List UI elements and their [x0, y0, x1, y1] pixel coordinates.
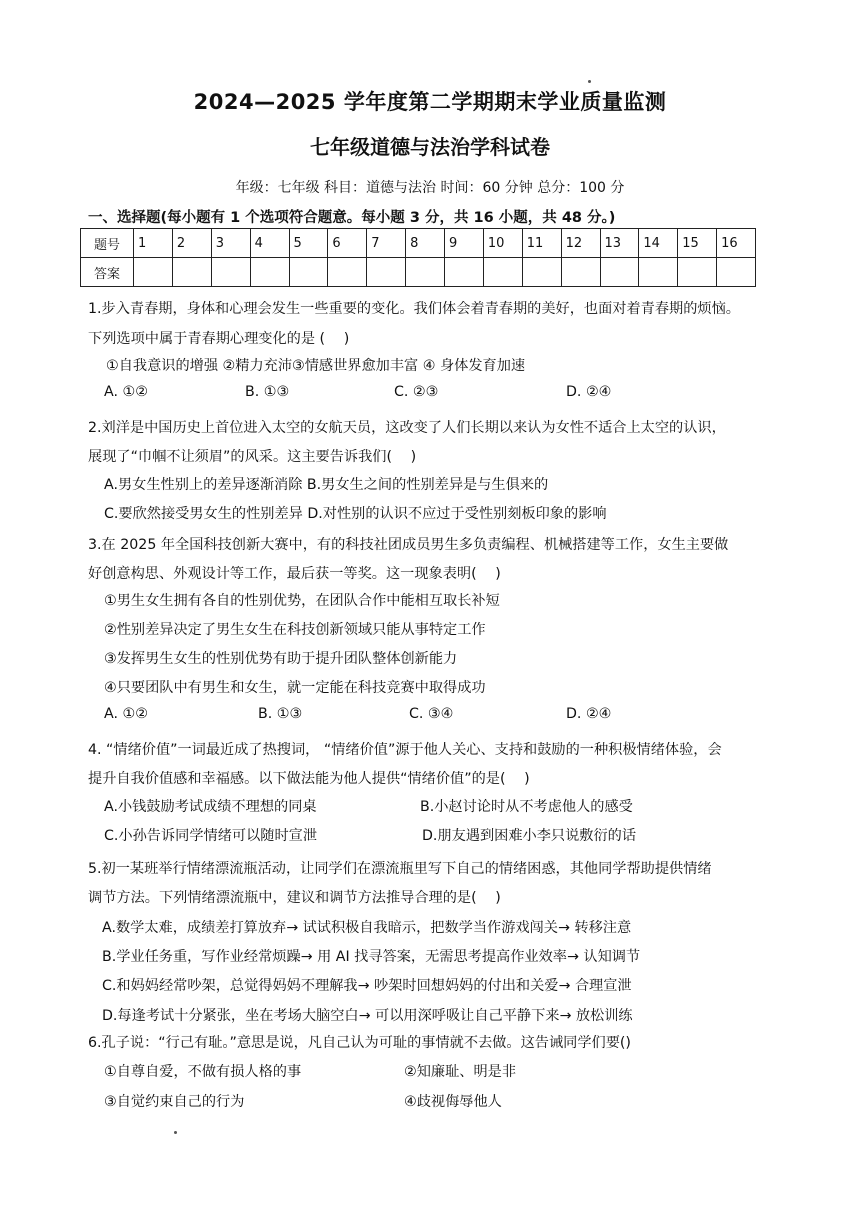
- q5-option-d[interactable]: D.每逢考试十分紧张，坐在考场大脑空白→ 可以用深呼吸让自己平静下来→ 放松训练: [102, 1008, 633, 1024]
- table-number-cell: 10: [483, 229, 522, 258]
- answer-cell[interactable]: [445, 258, 484, 287]
- answer-cell[interactable]: [172, 258, 211, 287]
- exam-meta: 年级：七年级 科目：道德与法治 时间：60 分钟 总分：100 分: [235, 180, 625, 196]
- q3-stem: 3.在 2025 年全国科技创新大赛中，有的科技社团成员男生多负责编程、机械搭建等工作，女生主要做: [88, 537, 729, 553]
- q6-stem: 6.孔子说：“行己有耻。”意思是说，凡自己认为可耻的事情就不去做。这告诫同学们要(): [88, 1035, 631, 1051]
- q3-option-a[interactable]: A. ①②: [104, 706, 148, 722]
- answer-cell[interactable]: [328, 258, 367, 287]
- q6-item-1: ①自尊自爱，不做有损人格的事: [104, 1064, 302, 1080]
- q1-option-d[interactable]: D. ②④: [566, 384, 612, 400]
- answer-cell[interactable]: [211, 258, 250, 287]
- table-number-cell: 7: [367, 229, 406, 258]
- answer-cell[interactable]: [406, 258, 445, 287]
- q6-item-3: ③自觉约束自己的行为: [104, 1094, 245, 1110]
- table-number-cell: 16: [717, 229, 756, 258]
- q2-stem: 2.刘洋是中国历史上首位进入太空的女航天员，这改变了人们长期以来认为女性不适合上太空的认识，: [88, 420, 726, 436]
- answer-cell[interactable]: [367, 258, 406, 287]
- answer-cell[interactable]: [522, 258, 561, 287]
- table-number-cell: 2: [172, 229, 211, 258]
- table-label-answer: 答案: [81, 258, 134, 287]
- q3-stem-cont: 好创意构思、外观设计等工作，最后获一等奖。这一现象表明( ): [88, 566, 501, 582]
- q2-stem-cont: 展现了“巾帼不让须眉”的风采。这主要告诉我们( ): [88, 449, 417, 465]
- q3-option-c[interactable]: C. ③④: [409, 706, 454, 722]
- q1-option-a[interactable]: A. ①②: [104, 384, 148, 400]
- table-number-cell: 12: [561, 229, 600, 258]
- scan-speck: [174, 1131, 177, 1134]
- q1-option-c[interactable]: C. ②③: [394, 384, 439, 400]
- q3-item-4: ④只要团队中有男生和女生，就一定能在科技竞赛中取得成功: [104, 680, 486, 696]
- q3-item-1: ①男生女生拥有各自的性别优势，在团队合作中能相互取长补短: [104, 593, 500, 609]
- q1-option-b[interactable]: B. ①③: [245, 384, 290, 400]
- exam-title: 2024—2025 学年度第二学期期末学业质量监测: [193, 90, 667, 114]
- answer-table-number-row: [81, 229, 756, 258]
- q2-options-ab[interactable]: A.男女生性别上的差异逐渐消除 B.男女生之间的性别差异是与生俱来的: [104, 477, 549, 493]
- answer-table: [80, 228, 756, 287]
- q4-option-a[interactable]: A.小钱鼓励考试成绩不理想的同桌: [104, 799, 317, 815]
- q3-option-b[interactable]: B. ①③: [258, 706, 303, 722]
- answer-cell[interactable]: [678, 258, 717, 287]
- scan-speck: [588, 80, 591, 83]
- table-number-cell: 3: [211, 229, 250, 258]
- table-label-number: 题号: [81, 229, 134, 258]
- q4-option-b[interactable]: B.小赵讨论时从不考虑他人的感受: [420, 799, 633, 815]
- table-number-cell: 8: [406, 229, 445, 258]
- q5-stem-cont: 调节方法。下列情绪漂流瓶中，建议和调节方法推导合理的是( ): [88, 890, 501, 906]
- q6-item-2: ②知廉耻、明是非: [404, 1064, 517, 1080]
- q5-option-b[interactable]: B.学业任务重，写作业经常烦躁→ 用 AI 找寻答案，无需思考提高作业效率→ 认知调节: [102, 949, 641, 965]
- exam-subtitle: 七年级道德与法治学科试卷: [310, 135, 550, 159]
- table-number-cell: 1: [134, 229, 173, 258]
- answer-cell[interactable]: [639, 258, 678, 287]
- q3-item-2: ②性别差异决定了男生女生在科技创新领域只能从事特定工作: [104, 622, 486, 638]
- q1-items: ①自我意识的增强 ②精力充沛③情感世界愈加丰富 ④ 身体发育加速: [106, 358, 526, 374]
- q1-stem: 1.步入青春期，身体和心理会发生一些重要的变化。我们体会着青春期的美好，也面对着青春期的烦恼。: [88, 301, 740, 317]
- section-heading: 一、选择题(每小题有 1 个选项符合题意。每小题 3 分，共 16 小题，共 48 分。): [88, 210, 616, 226]
- q4-option-c[interactable]: C.小孙告诉同学情绪可以随时宣泄: [104, 828, 318, 844]
- table-number-cell: 4: [250, 229, 289, 258]
- q3-option-d[interactable]: D. ②④: [566, 706, 612, 722]
- answer-cell[interactable]: [717, 258, 756, 287]
- table-number-cell: 11: [522, 229, 561, 258]
- q1-stem-cont: 下列选项中属于青春期心理变化的是 ( ): [88, 331, 350, 347]
- answer-table-answer-row: [81, 258, 756, 287]
- q5-option-a[interactable]: A.数学太难，成绩差打算放弃→ 试试积极自我暗示，把数学当作游戏闯关→ 转移注意: [102, 920, 632, 936]
- answer-cell[interactable]: [483, 258, 522, 287]
- table-number-cell: 5: [289, 229, 328, 258]
- table-number-cell: 6: [328, 229, 367, 258]
- answer-cell[interactable]: [289, 258, 328, 287]
- table-number-cell: 9: [445, 229, 484, 258]
- answer-cell[interactable]: [250, 258, 289, 287]
- q5-option-c[interactable]: C.和妈妈经常吵架，总觉得妈妈不理解我→ 吵架时回想妈妈的付出和关爱→ 合理宣泄: [102, 978, 632, 994]
- q2-options-cd[interactable]: C.要欣然接受男女生的性别差异 D.对性别的认识不应过于受性别刻板印象的影响: [104, 506, 607, 522]
- q4-option-d[interactable]: D.朋友遇到困难小李只说敷衍的话: [422, 828, 637, 844]
- table-number-cell: 14: [639, 229, 678, 258]
- q3-item-3: ③发挥男生女生的性别优势有助于提升团队整体创新能力: [104, 651, 458, 667]
- table-number-cell: 15: [678, 229, 717, 258]
- q6-item-4: ④歧视侮辱他人: [404, 1094, 502, 1110]
- q5-stem: 5.初一某班举行情绪漂流瓶活动，让同学们在漂流瓶里写下自己的情绪困惑，其他同学帮助提供情绪: [88, 861, 712, 877]
- answer-cell[interactable]: [134, 258, 173, 287]
- answer-cell[interactable]: [600, 258, 639, 287]
- table-number-cell: 13: [600, 229, 639, 258]
- q4-stem-cont: 提升自我价值感和幸福感。以下做法能为他人提供“情绪价值”的是( ): [88, 771, 530, 787]
- answer-cell[interactable]: [561, 258, 600, 287]
- q4-stem: 4. “情绪价值”一词最近成了热搜词， “情绪价值”源于他人关心、支持和鼓励的一种积极情绪体验，会: [88, 742, 722, 758]
